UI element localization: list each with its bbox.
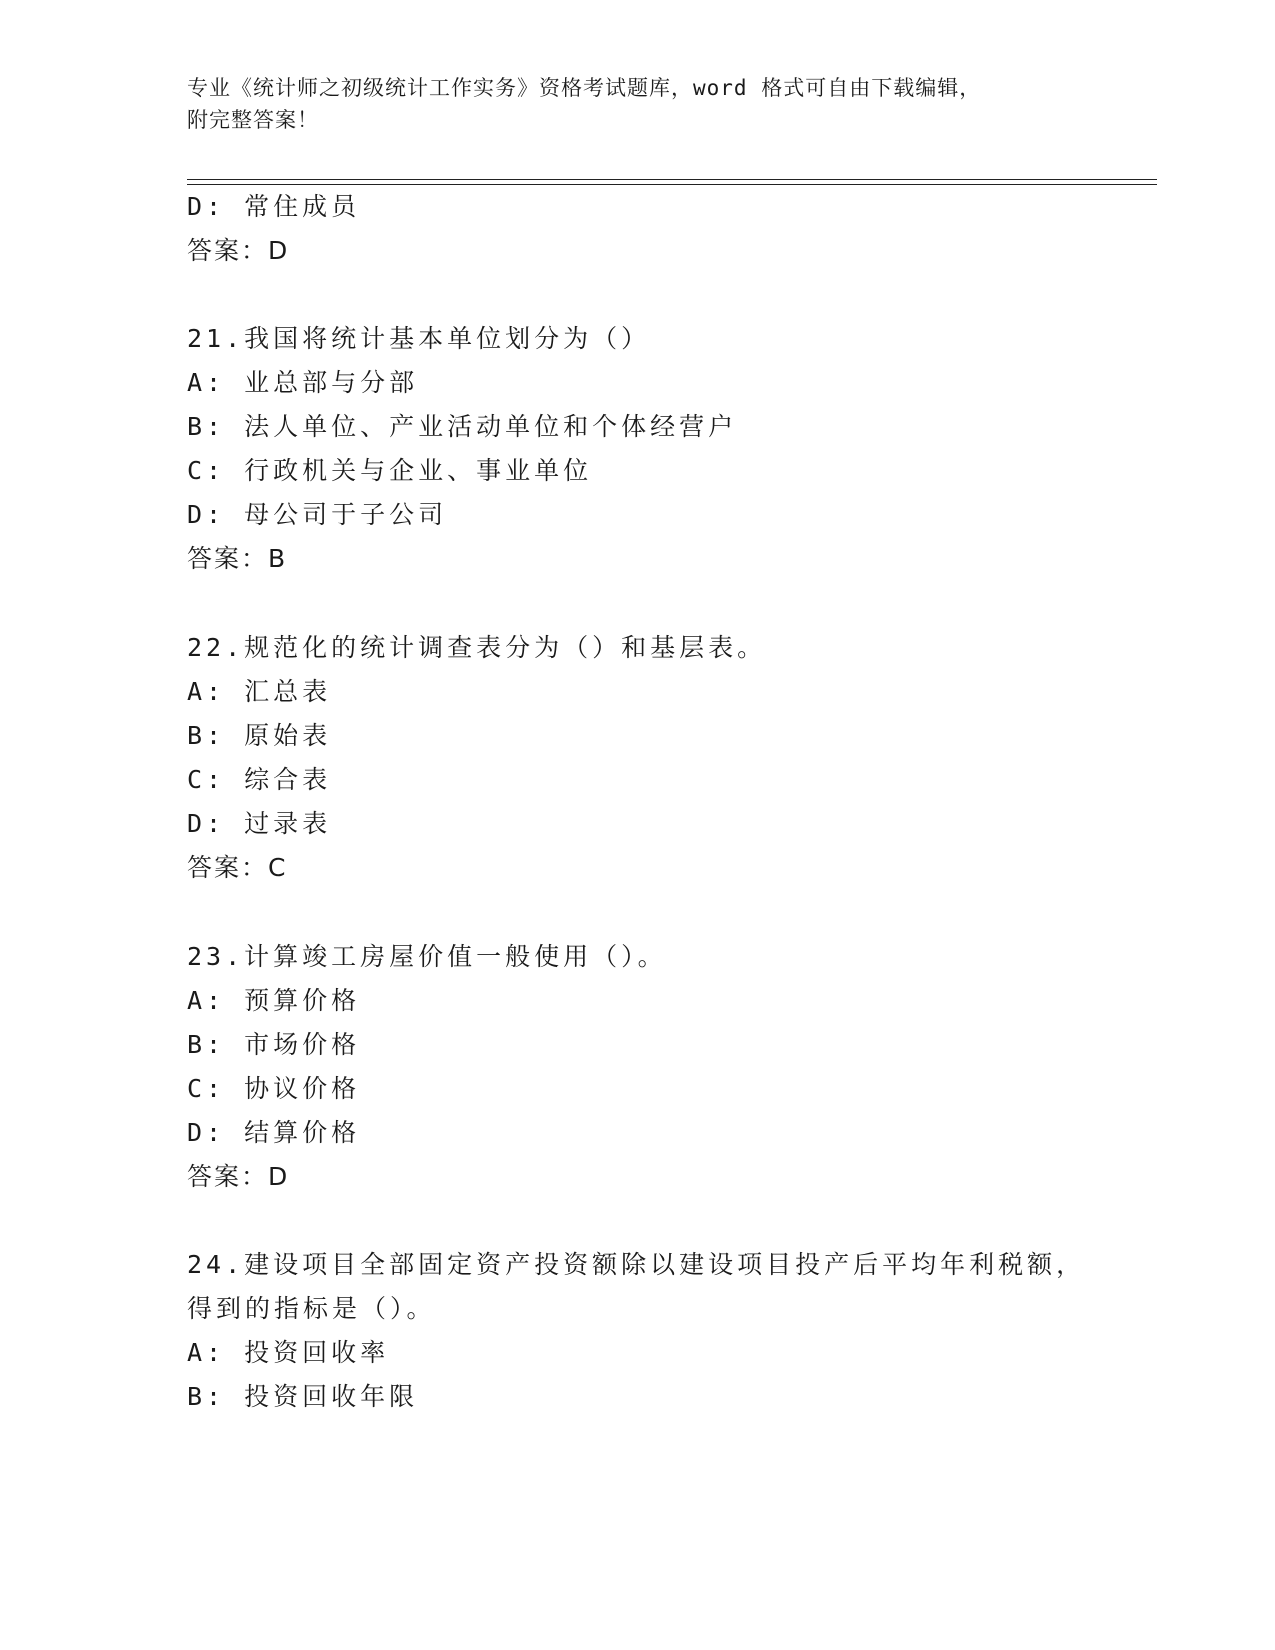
question-23-option-a: A: 预算价格 (187, 986, 361, 1015)
question-22-option-a: A: 汇总表 (187, 677, 332, 706)
question-21-answer: 答案：B (187, 544, 288, 573)
document-header (187, 72, 1087, 136)
question-24-option-a: A: 投资回收率 (187, 1338, 390, 1367)
question-23-option-d: D: 结算价格 (187, 1118, 361, 1147)
question-21-option-b: B: 法人单位、产业活动单位和个体经营户 (187, 412, 738, 441)
question-21-stem: 21.我国将统计基本单位划分为（） (187, 324, 651, 353)
question-23-stem: 23.计算竣工房屋价值一般使用（）。 (187, 942, 667, 971)
question-24-stem-line-1: 24.建设项目全部固定资产投资额除以建设项目投产后平均年利税额， (187, 1250, 1086, 1279)
question-21-option-c: C: 行政机关与企业、事业单位 (187, 456, 593, 485)
header-line-2: 附完整答案！ (187, 108, 319, 132)
question-21-option-a: A: 业总部与分部 (187, 368, 419, 397)
question-21-option-d: D: 母公司于子公司 (187, 500, 448, 529)
question-23-answer: 答案：D (187, 1162, 290, 1191)
question-22-option-d: D: 过录表 (187, 809, 332, 838)
carryover-answer: 答案：D (187, 236, 290, 265)
carryover-option-d: D: 常住成员 (187, 192, 361, 221)
question-23-option-b: B: 市场价格 (187, 1030, 361, 1059)
header-divider-top (187, 179, 1157, 180)
question-24-stem-line-2: 得到的指标是（）。 (187, 1294, 436, 1323)
question-22-option-b: B: 原始表 (187, 721, 332, 750)
question-24-option-b: B: 投资回收年限 (187, 1382, 419, 1411)
question-22-stem: 22.规范化的统计调查表分为（）和基层表。 (187, 633, 767, 662)
question-22-option-c: C: 综合表 (187, 765, 332, 794)
question-22-answer: 答案：C (187, 853, 288, 882)
header-divider-bottom (187, 184, 1157, 185)
question-23-option-c: C: 协议价格 (187, 1074, 361, 1103)
header-line-1: 专业《统计师之初级统计工作实务》资格考试题库，word 格式可自由下载编辑， (187, 76, 982, 100)
